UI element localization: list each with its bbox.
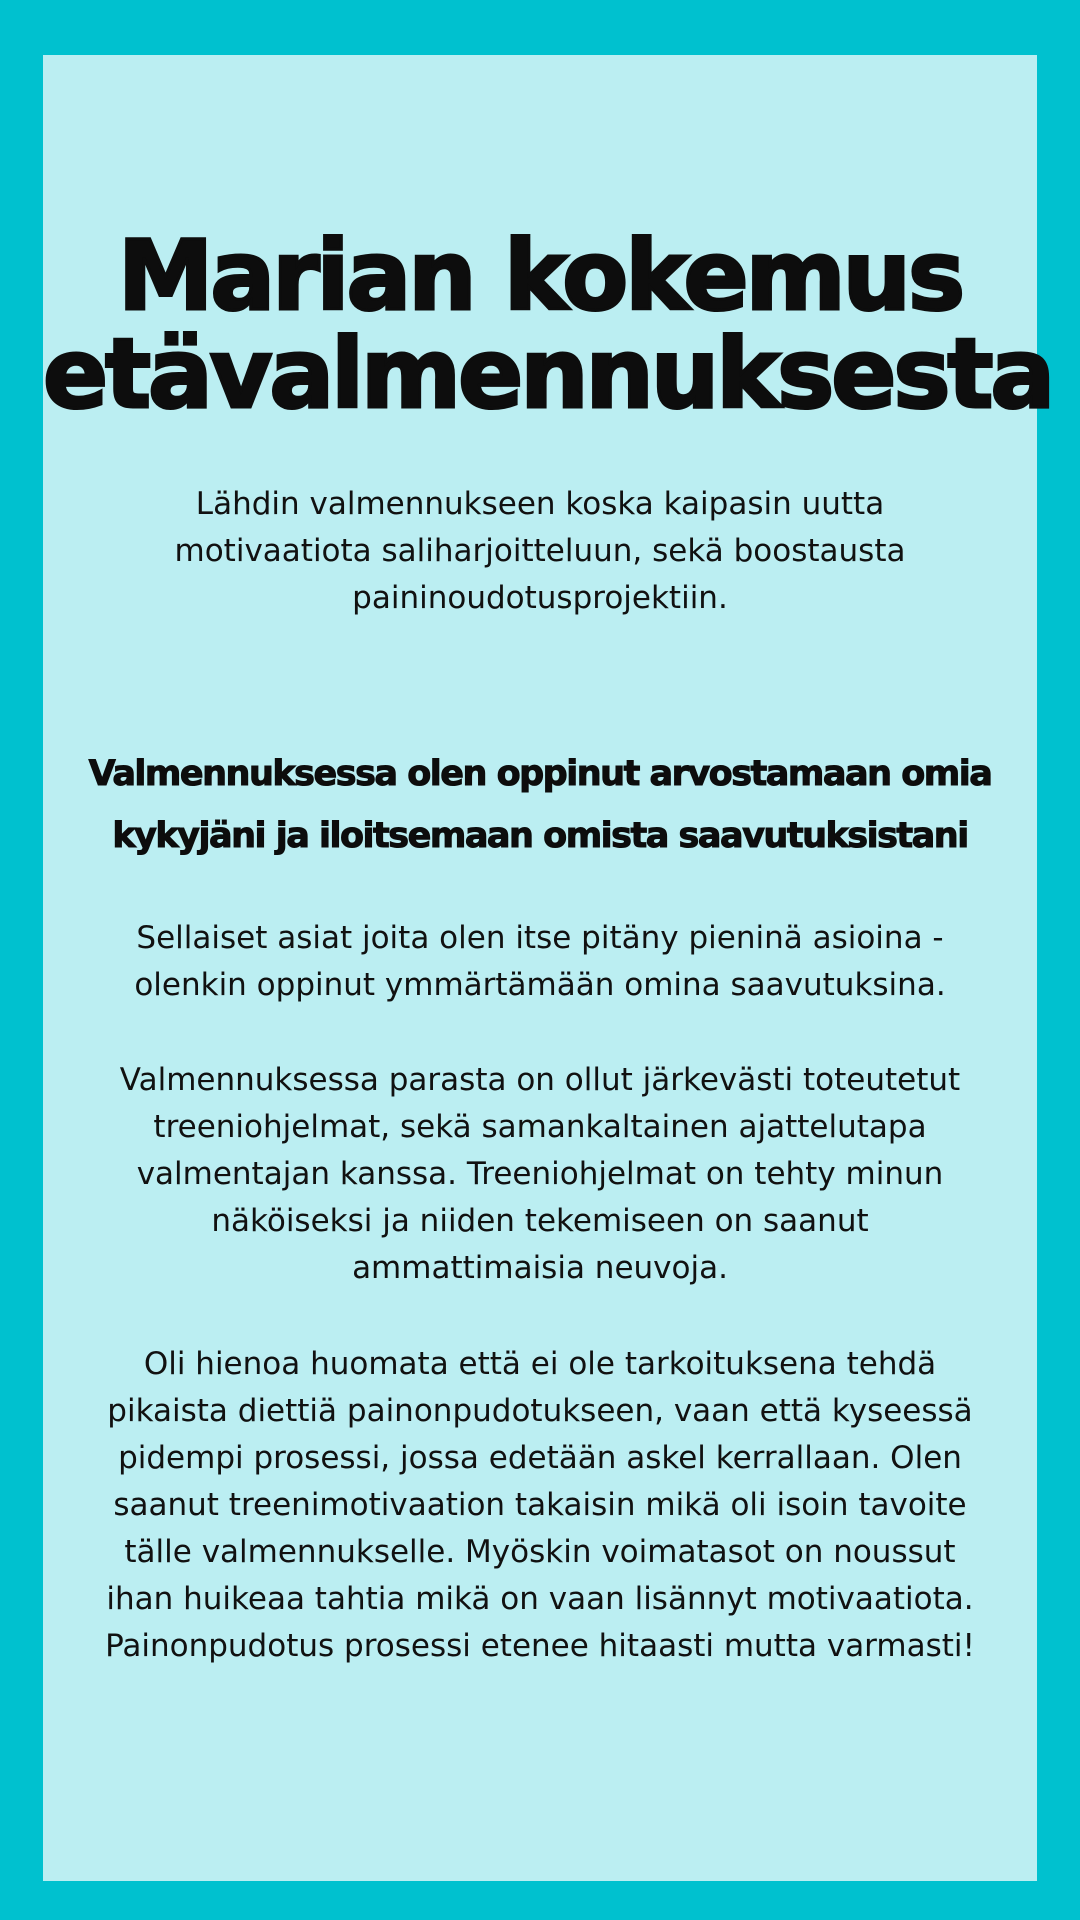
title-line-1: Marian kokemus [117, 220, 963, 332]
title-line-2: etävalmennuksesta [43, 318, 1053, 430]
testimonial-card [43, 55, 1053, 1881]
paragraph-1: Sellaiset asiat joita olen itse pitäny pieninä asioina - olenkin oppinut ymmärtämään omina saavutuksina. [134, 920, 946, 1003]
paragraph-2: Valmennuksessa parasta on ollut järkevästi toteutetut treeniohjelmat, sekä samankaltainen ajattelutapa valmentajan kanssa. Treeniohjelmat on tehty minun näköiseksi ja niiden tekemiseen on saanut ammattimaisia neuvoja. [119, 1062, 961, 1286]
page-title [43, 220, 1053, 430]
paragraph-3: Oli hienoa huomata että ei ole tarkoituksena tehdä pikaista diettiä painonpudotukseen, vaan että kyseessä pidempi prosessi, jossa edetään askel kerrallaan. Olen saanut treenimotivaation takaisin mikä oli isoin tavoite tälle valmennukselle. Myöskin voimatasot on noussut ihan huikeaa tahtia mikä on vaan lisännyt motivaatiota. Painonpudotus prosessi etenee hitaasti mutta varmasti! [105, 1346, 975, 1664]
intro-paragraph: Lähdin valmennukseen koska kaipasin uutta motivaatiota saliharjoitteluun, sekä boostausta paininoudotusprojektiin. [174, 486, 906, 616]
highlight-quote: Valmennuksessa olen oppinut arvostamaan omia kykyjäni ja iloitsemaan omista saavutuksistani [88, 754, 992, 856]
